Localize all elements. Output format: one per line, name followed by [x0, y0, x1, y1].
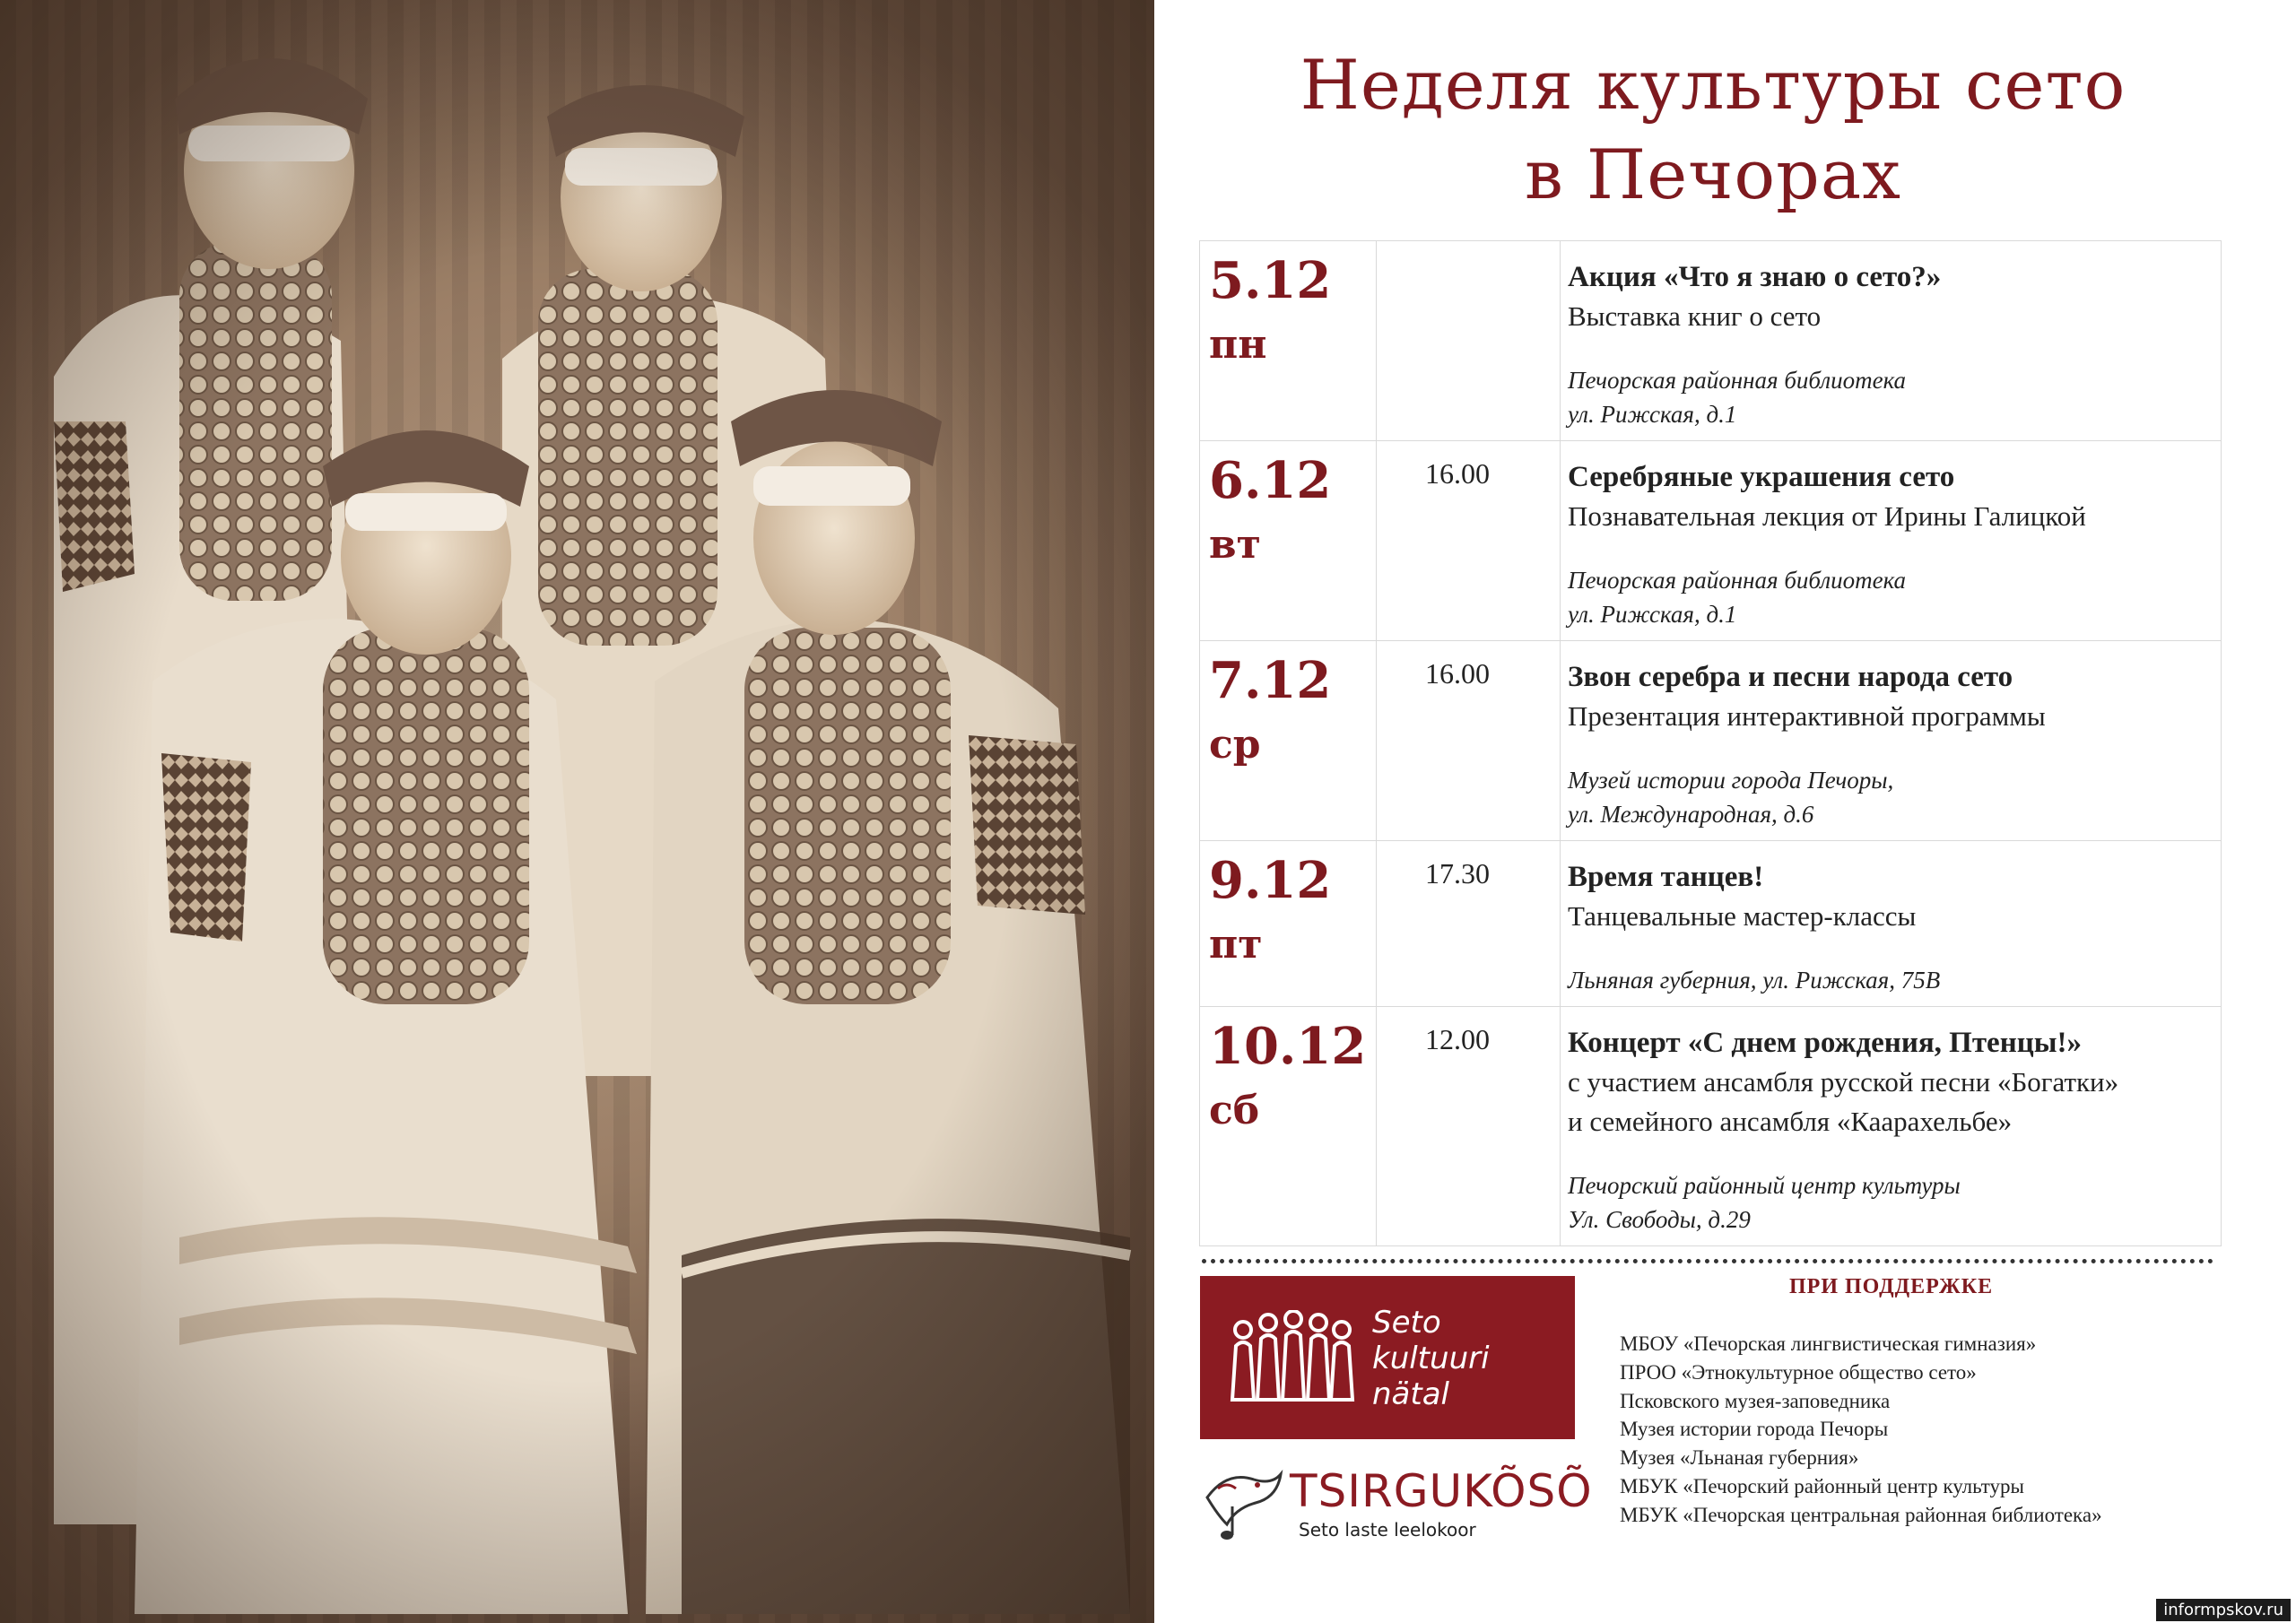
event-title: Серебряные украшения сето — [1568, 461, 1955, 493]
event-weekday: пт — [1209, 922, 1263, 968]
date-cell — [1200, 1007, 1377, 1246]
event-weekday: пн — [1209, 322, 1267, 368]
place-line: Музей истории города Печоры, — [1568, 767, 1894, 794]
dotted-divider — [1202, 1259, 2213, 1263]
support-item: Псковского музея-заповедника — [1620, 1389, 1891, 1412]
event-title: Акция «Что я знаю о сето?» — [1568, 261, 1942, 293]
event-cell — [1561, 1007, 2222, 1246]
event-cell — [1561, 241, 2222, 441]
date-cell — [1200, 441, 1377, 641]
bird-music-icon — [1200, 1462, 1286, 1542]
support-list — [1620, 1330, 2102, 1530]
event-description: Танцевальные мастер-классы — [1568, 900, 1917, 932]
support-item: Музея истории города Печоры — [1620, 1418, 1889, 1441]
event-date: 5.12 — [1209, 251, 1332, 310]
title-line-2: в Печорах — [1524, 135, 1902, 214]
event-date: 7.12 — [1209, 651, 1332, 710]
support-item: Музея «Льнаная губерния» — [1620, 1446, 1859, 1470]
seto-logo-line: Seto — [1372, 1305, 1441, 1341]
event-time — [1377, 241, 1560, 257]
event-place — [1568, 963, 2213, 997]
title-line-1: Неделя культуры сето — [1300, 45, 2126, 125]
event-weekday: вт — [1209, 522, 1261, 568]
table-row — [1200, 1007, 2222, 1246]
time-cell — [1377, 841, 1561, 1007]
time-cell — [1377, 241, 1561, 441]
support-item: МБОУ «Печорская лингвистическая гимназия» — [1620, 1332, 2037, 1355]
event-date: 10.12 — [1209, 1017, 1367, 1076]
seto-kultuuri-natal-logo — [1200, 1276, 1575, 1439]
place-line: Печорский районный центр культуры — [1568, 1172, 1961, 1199]
event-description: Познавательная лекция от Ирины Галицкой — [1568, 500, 2086, 532]
time-cell — [1377, 441, 1561, 641]
event-title: Звон серебра и песни народа сето — [1568, 661, 2013, 693]
event-cell — [1561, 841, 2222, 1007]
place-line: ул. Рижская, д.1 — [1568, 601, 1737, 628]
support-heading: ПРИ ПОДДЕРЖКЕ — [1789, 1275, 1994, 1298]
tsirgukoso-name: TSIRGUKÕSÕ — [1290, 1465, 1593, 1517]
event-time: 17.30 — [1425, 857, 1490, 890]
date-cell — [1200, 841, 1377, 1007]
schedule-table — [1199, 240, 2222, 1246]
site-watermark: informpskov.ru — [2156, 1599, 2291, 1621]
event-weekday: ср — [1209, 722, 1261, 768]
place-line: Печорская районная библиотека — [1568, 567, 1907, 594]
seto-logo-text — [1372, 1305, 1490, 1412]
event-place — [1568, 763, 2213, 831]
tsirgukoso-subtitle: Seto laste leelokoor — [1299, 1519, 1476, 1541]
place-line: Льняная губерния, ул. Рижская, 75В — [1568, 967, 1941, 994]
event-time: 12.00 — [1425, 1023, 1490, 1055]
support-item: МБУК «Печорская центральная районная библиотека» — [1620, 1503, 2102, 1526]
event-description: с участием ансамбля русской песни «Богатки» — [1568, 1066, 2119, 1098]
event-cell — [1561, 441, 2222, 641]
event-description: Презентация интерактивной программы — [1568, 700, 2046, 732]
table-row — [1200, 641, 2222, 841]
event-date: 6.12 — [1209, 451, 1332, 510]
time-cell — [1377, 1007, 1561, 1246]
event-place — [1568, 1168, 2213, 1237]
place-line: Печорская районная библиотека — [1568, 367, 1907, 394]
seto-logo-line: nätal — [1372, 1376, 1449, 1412]
event-time: 16.00 — [1425, 657, 1490, 690]
tsirgukoso-logo — [1200, 1462, 1593, 1542]
table-row — [1200, 841, 2222, 1007]
event-place — [1568, 563, 2213, 631]
page-title — [1166, 40, 2260, 220]
event-place — [1568, 363, 2213, 431]
date-cell — [1200, 641, 1377, 841]
event-title: Время танцев! — [1568, 861, 1764, 893]
place-line: ул. Международная, д.6 — [1568, 801, 1814, 828]
event-weekday: сб — [1209, 1088, 1260, 1133]
event-description: Выставка книг о сето — [1568, 300, 1822, 332]
date-cell — [1200, 241, 1377, 441]
support-item: МБУК «Печорский районный центр культуры — [1620, 1474, 2024, 1497]
table-row — [1200, 241, 2222, 441]
event-cell — [1561, 641, 2222, 841]
place-line: ул. Рижская, д.1 — [1568, 401, 1737, 428]
event-title: Концерт «С днем рождения, Птенцы!» — [1568, 1027, 2082, 1059]
place-line: Ул. Свободы, д.29 — [1568, 1206, 1751, 1233]
people-group-icon — [1223, 1310, 1358, 1409]
event-time: 16.00 — [1425, 457, 1490, 490]
table-row — [1200, 441, 2222, 641]
seto-logo-line: kultuuri — [1372, 1341, 1490, 1376]
event-description: и семейного ансамбля «Каарахельбе» — [1568, 1106, 2013, 1137]
time-cell — [1377, 641, 1561, 841]
support-item: ПРОО «Этнокультурное общество сето» — [1620, 1360, 1977, 1384]
event-date: 9.12 — [1209, 851, 1332, 910]
